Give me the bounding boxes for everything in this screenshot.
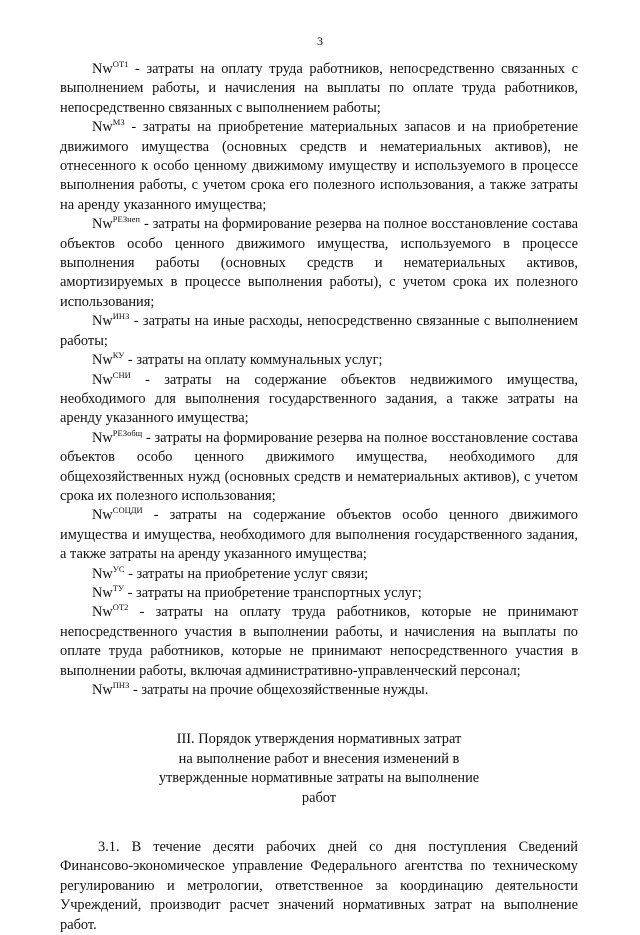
definition-item (60, 60, 578, 118)
variable-code: Nw (92, 371, 113, 388)
definition-item (60, 681, 578, 700)
variable-superscript: ТУ (112, 582, 125, 593)
variable-superscript: ИНЗ (112, 311, 130, 322)
definition-text: - затраты на оплату труда работников, непосредственно связанных с выполнением работы, и начисления на выплаты по оплате труда работников, непосредственно связанных с выполнением работы; (60, 61, 578, 116)
heading-line: на выполнение работ и внесения изменений в (178, 750, 460, 767)
definition-item (60, 371, 578, 429)
definition-item (60, 429, 578, 507)
variable-code: Nw (92, 119, 113, 136)
definition-text: - затраты на содержание объектов особо ценного движимого имущества и имущества, необходимого для выполнения государственного задания, а также затраты на аренду указанного имущества; (60, 507, 578, 563)
definition-item (60, 584, 578, 603)
variable-code: Nw (92, 61, 113, 77)
variable-superscript: СНИ (112, 369, 131, 380)
page-number: 3 (317, 34, 323, 48)
definition-item (60, 351, 578, 370)
definition-text: - затраты на формирование резерва на полное восстановление состава объектов особо ценного движимого имущества, используемого в процессе выполнения работы (основных средств и нематериальных активов, амортизируемых в процессе выполнения работы), с учетом срока их полезного использования; (60, 216, 578, 310)
definition-text: - затраты на приобретение услуг связи; (124, 565, 369, 582)
definition-text: - затраты на формирование резерва на полное восстановление состава объектов особо ценного движимого имущества, необходимого для общехозяйственных нужд (основных средств и нематериальных активов), с учетом срока их полезного использования; (60, 429, 578, 504)
variable-code: Nw (92, 352, 113, 369)
variable-superscript: МЗ (112, 117, 125, 128)
variable-superscript: РЕЗнеп (112, 214, 140, 225)
variable-code: Nw (92, 216, 113, 233)
variable-superscript: ПНЗ (112, 680, 130, 690)
definition-text: - затраты на оплату коммунальных услуг; (124, 352, 383, 369)
definition-item (60, 603, 578, 681)
heading-line: работ (301, 789, 337, 806)
paragraph-3-1: 3.1. В течение десяти рабочих дней со дня поступления Сведений Финансово-экономическое управление Федерального агентства по техническому регулированию и метрологии, ответственное за координацию деятельности Учреждений, производит расчет значений нормативных затрат на выполнение работ. (60, 839, 578, 933)
variable-code: Nw (92, 682, 113, 698)
definition-item (60, 312, 578, 351)
definition-text: - затраты на содержание объектов недвижимого имущества, необходимого для выполнения государственного задания, а также затраты на аренду указанного имущества; (60, 371, 578, 427)
variable-superscript: ОТ1 (112, 59, 129, 69)
variable-superscript: ОТ2 (112, 602, 129, 613)
variable-code: Nw (92, 507, 113, 524)
definition-text: - затраты на оплату труда работников, которые не принимают непосредственного участия в выполнении работы, и начисления на выплаты по оплате труда работников, которые не принимают непосредственного участия в выполнении работы, включая административно-управленческий персонал; (60, 604, 578, 679)
variable-code: Nw (92, 584, 113, 601)
variable-code: Nw (92, 565, 113, 582)
variable-superscript: КУ (112, 350, 125, 361)
definition-item (60, 565, 578, 584)
variable-code: Nw (92, 429, 113, 446)
definition-item (60, 506, 578, 564)
variable-superscript: РЕЗобщ (112, 427, 143, 438)
variable-code: Nw (92, 604, 113, 621)
variable-code: Nw (92, 313, 113, 330)
definition-item (60, 118, 578, 215)
variable-superscript: СОЦДИ (112, 505, 143, 516)
variable-superscript: УС (112, 563, 125, 574)
definitions-list (60, 60, 578, 700)
document-body (60, 60, 578, 935)
definition-text: - затраты на иные расходы, непосредственно связанные с выполнением работы; (60, 313, 578, 349)
definition-text: - затраты на приобретение материальных запасов и на приобретение движимого имущества (основных средств и нематериальных активов), не отнесенного к особо ценному движимому имуществу и используемого в процессе выполнения работы, с учетом срока его полезного использования, а также затраты на аренду указанного имущества; (60, 119, 578, 213)
heading-line: III. Порядок утверждения нормативных затрат (176, 731, 462, 748)
section-heading (60, 730, 578, 808)
definition-text: - затраты на приобретение транспортных услуг; (124, 584, 422, 601)
definition-text: - затраты на прочие общехозяйственные нужды. (129, 682, 429, 698)
heading-line: утвержденные нормативные затраты на выполнение (158, 770, 480, 787)
definition-item (60, 215, 578, 312)
